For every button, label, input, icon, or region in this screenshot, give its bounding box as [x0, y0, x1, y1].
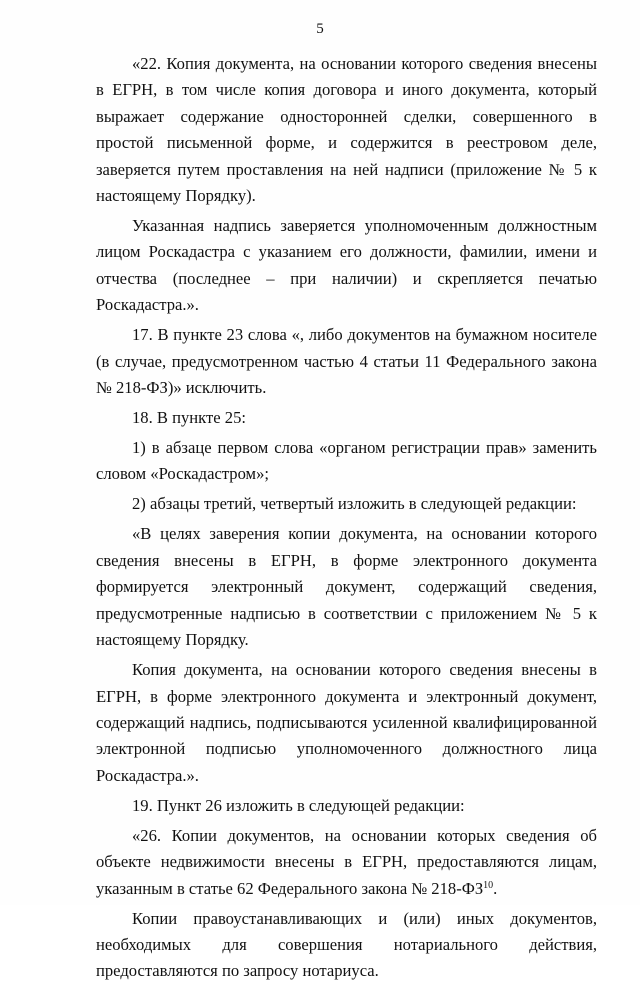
paragraph-19: 19. Пункт 26 изложить в следующей редакции: [132, 795, 465, 815]
footnote-reference: 10 [483, 879, 494, 891]
paragraph-18: 18. В пункте 25: [132, 408, 246, 428]
paragraph-26-text: «26. Копии документов, на основании которых сведения об объекте недвижимости внесены в ЕГРН, предоставляются лицам, указанным в статье 62 Федерального закона № 218-ФЗ [96, 825, 597, 898]
paragraph-17: 17. В пункте 23 слова «, либо документов на бумажном носителе (в случае, предусмотренном частью 4 статьи 11 Федерального закона № 218-ФЗ)» исключить. [96, 325, 597, 398]
paragraph-26 [96, 823, 597, 902]
paragraph-electronic-signature: Копия документа, на основании которого сведения внесены в ЕГРН, в форме электронного документа и электронный документ, содержащий надпись, подписываются усиленной квалифицированной электронной подписью уполномоченного должностного лица Роскадастра.». [96, 660, 597, 785]
paragraph-certification-stamp: Указанная надпись заверяется уполномоченным должностным лицом Роскадастра с указанием его должности, фамилии, имени и отчества (последнее – при наличии) и скрепляется печатью Роскадастра.». [96, 216, 597, 315]
paragraph-notary-copies: Копии правоустанавливающих и (или) иных документов, необходимых для совершения нотариального действия, предоставляются по запросу нотариуса. [96, 908, 597, 981]
document-body [96, 51, 597, 985]
page-number: 5 [316, 21, 324, 37]
paragraph-electronic-copy: «В целях заверения копии документа, на основании которого сведения внесены в ЕГРН, в форме электронного документа формируется электронный документ, содержащий сведения, предусмотренные надписью в соответствии с приложением № 5 к настоящему Порядку. [96, 524, 597, 650]
paragraph-18-item-2: 2) абзацы третий, четвертый изложить в следующей редакции: [132, 494, 577, 514]
paragraph-18-item-1: 1) в абзаце первом слова «органом регистрации прав» заменить словом «Роскадастром»; [96, 438, 597, 484]
paragraph-26-tail: . [493, 878, 498, 898]
paragraph-22: «22. Копия документа, на основании которого сведения внесены в ЕГРН, в том числе копия договора и иного документа, который выражает содержание односторонней сделки, совершенного в простой письменной форме, и содержится в реестровом деле, заверяется путем проставления на ней надписи (приложение № 5 к настоящему Порядку). [96, 54, 597, 206]
